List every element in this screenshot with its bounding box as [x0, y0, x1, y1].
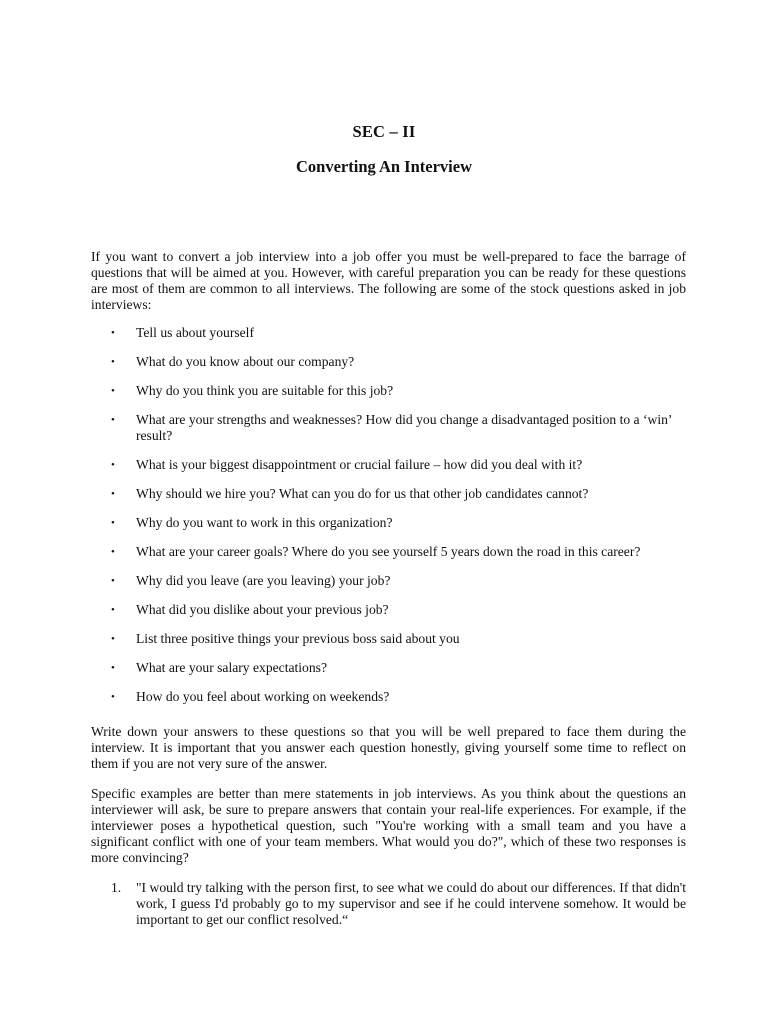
bullet-icon: • — [111, 546, 115, 558]
list-item — [91, 660, 691, 676]
list-item — [91, 383, 691, 399]
bullet-icon: • — [111, 575, 115, 587]
question-text: Why did you leave (are you leaving) your job? — [136, 573, 391, 588]
list-item — [91, 486, 691, 502]
question-text: What are your strengths and weaknesses? How did you change a disadvantaged position to a ‘win’ result? — [136, 412, 672, 443]
list-item — [91, 457, 691, 473]
question-text: Tell us about yourself — [136, 325, 254, 340]
bullet-icon: • — [111, 691, 115, 703]
bullet-icon: • — [111, 459, 115, 471]
bullet-icon: • — [111, 488, 115, 500]
list-item — [91, 689, 691, 705]
question-text: Why do you think you are suitable for this job? — [136, 383, 394, 398]
intro-paragraph: If you want to convert a job interview into a job offer you must be well-prepared to face the barrage of questions that will be aimed at you. However, with careful preparation you can be ready for these questions are most of them are common to all interviews. The following are some of the stock questions asked in job interviews: — [91, 249, 686, 312]
question-text: What did you dislike about your previous job? — [136, 602, 389, 617]
list-item — [91, 544, 691, 560]
list-item — [91, 412, 691, 444]
response-list — [91, 880, 686, 928]
bullet-icon: • — [111, 385, 115, 397]
list-item — [91, 354, 691, 370]
response-text: "I would try talking with the person first, to see what we could do about our differences. If that didn't work, I guess I'd probably go to my supervisor and see if he could intervene somehow. It would be important to get our conflict resolved.“ — [136, 880, 686, 927]
bullet-icon: • — [111, 517, 115, 529]
list-item — [91, 325, 691, 341]
question-text: Why do you want to work in this organization? — [136, 515, 393, 530]
bullet-icon: • — [111, 604, 115, 616]
question-text: Why should we hire you? What can you do for us that other job candidates cannot? — [136, 486, 589, 501]
answers-paragraph: Write down your answers to these questions so that you will be well prepared to face them during the interview. It is important that you answer each question honestly, giving yourself some time to reflect on them if you are not very sure of the answer. — [91, 724, 686, 771]
question-list — [91, 325, 691, 718]
question-text: List three positive things your previous boss said about you — [136, 631, 460, 646]
bullet-icon: • — [111, 414, 115, 426]
list-item — [91, 631, 691, 647]
question-text: What is your biggest disappointment or crucial failure – how did you deal with it? — [136, 457, 583, 472]
bullet-icon: • — [111, 633, 115, 645]
question-text: What are your salary expectations? — [136, 660, 327, 675]
question-text: What are your career goals? Where do you see yourself 5 years down the road in this career? — [136, 544, 641, 559]
list-item — [91, 573, 691, 589]
list-item — [91, 515, 691, 531]
question-text: How do you feel about working on weekends? — [136, 689, 390, 704]
question-text: What do you know about our company? — [136, 354, 355, 369]
page-title: Converting An Interview — [296, 157, 472, 176]
bullet-icon: • — [111, 356, 115, 368]
bullet-icon: • — [111, 327, 115, 339]
list-item — [91, 602, 691, 618]
item-number: 1. — [111, 880, 122, 895]
examples-paragraph: Specific examples are better than mere statements in job interviews. As you think about the questions an interviewer will ask, be sure to prepare answers that contain your real-life experiences. For example, if the interviewer poses a hypothetical question, such "You're working with a small team and you have a significant conflict with one of your team members. What would you do?", which of these two responses is more convincing? — [91, 786, 686, 865]
section-heading: SEC – II — [352, 122, 416, 141]
bullet-icon: • — [111, 662, 115, 674]
list-item — [91, 880, 686, 928]
